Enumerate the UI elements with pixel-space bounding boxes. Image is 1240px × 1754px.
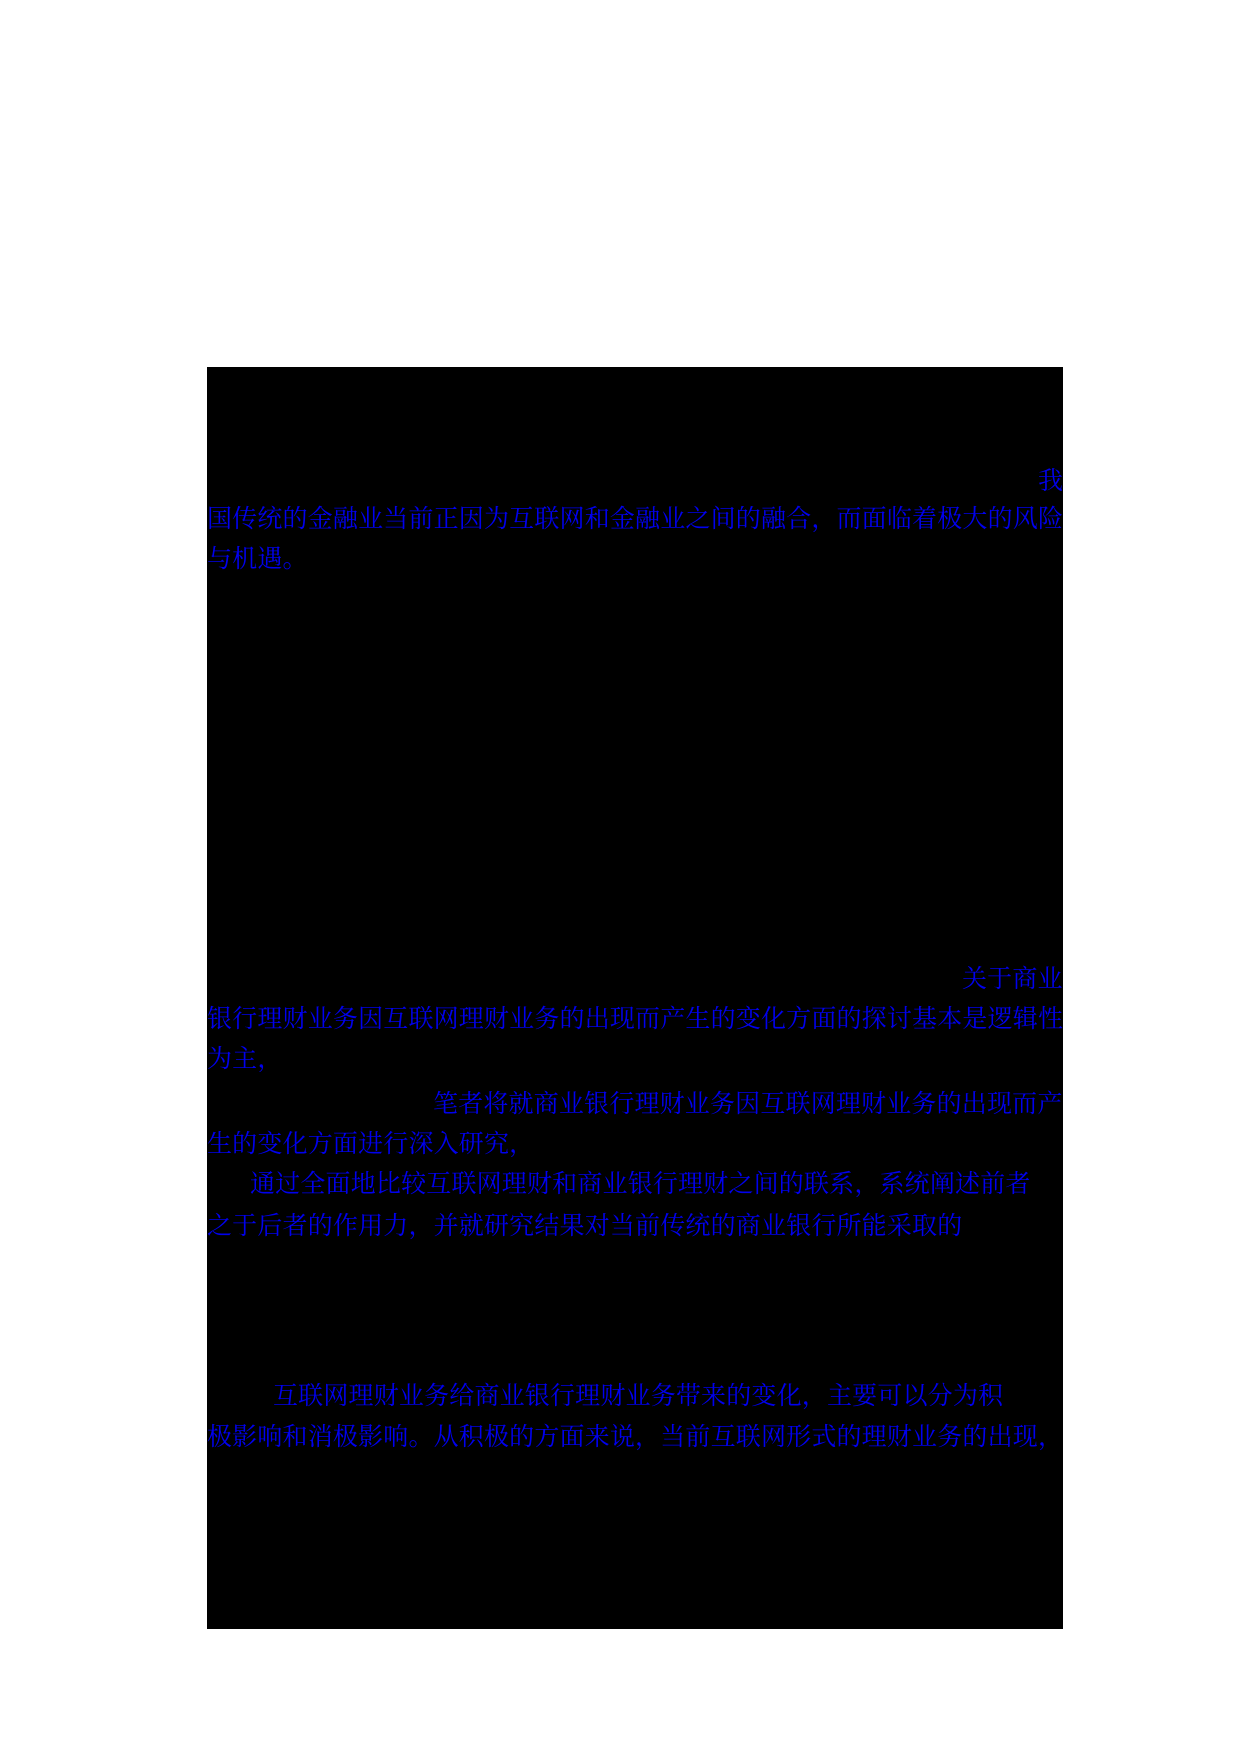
text-line: 之于后者的作用力，并就研究结果对当前传统的商业银行所能采取的 xyxy=(207,1213,963,1240)
text-line: 极影响和消极影响。从积极的方面来说，当前互联网形式的理财业务的出现， xyxy=(207,1424,1064,1451)
text-line: 生的变化方面进行深入研究， xyxy=(207,1131,535,1158)
text-line: 为主， xyxy=(207,1046,283,1073)
text-line: 笔者将就商业银行理财业务因互联网理财业务的出现而产 xyxy=(433,1091,1063,1118)
shaded-text-block xyxy=(207,367,1063,1629)
text-line: 我 xyxy=(1038,468,1064,495)
text-line: 互联网理财业务给商业银行理财业务带来的变化，主要可以分为积 xyxy=(273,1383,1004,1410)
text-line: 国传统的金融业当前正因为互联网和金融业之间的融合，而面临着极大的风险 xyxy=(207,506,1064,533)
text-line: 关于商业 xyxy=(962,966,1063,993)
text-line: 与机遇。 xyxy=(207,546,308,573)
text-line: 银行理财业务因互联网理财业务的出现而产生的变化方面的探讨基本是逻辑性 xyxy=(207,1006,1064,1033)
text-line: 通过全面地比较互联网理财和商业银行理财之间的联系，系统阐述前者 xyxy=(250,1171,1031,1198)
